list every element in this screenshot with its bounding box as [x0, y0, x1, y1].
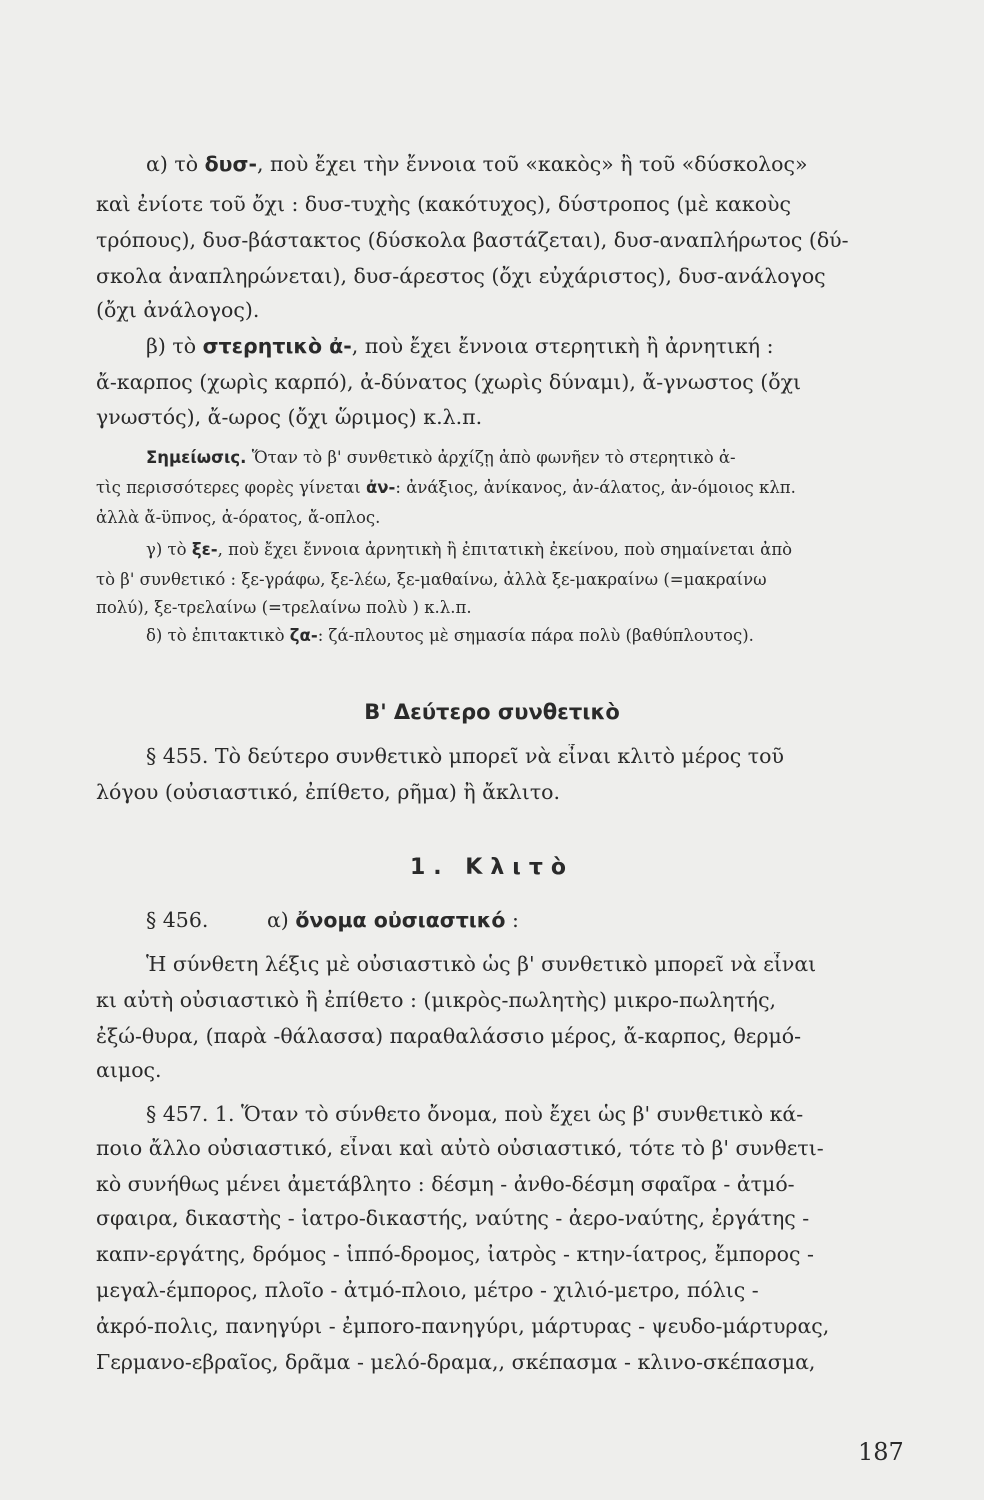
- note-term-an: ἀν-: [365, 478, 396, 497]
- section-g-line-1: [146, 540, 984, 559]
- section-a-line-2: καὶ ἐνίοτε τοῦ ὄχι : δυσ-τυχὴς (κακότυχος), δύστροπος (μὲ κακοὺς: [96, 192, 791, 216]
- para-457-line-7: ἀκρό-πολις, πανηγύρι - ἐμποro-πανηγύρι, μάρτυρας - ψευδο-μάρτυρας,: [96, 1314, 830, 1338]
- section-a-line-1: [146, 152, 984, 176]
- section-g-line-2: τὸ β' συνθετικό : ξε-γράφω, ξε-λέω, ξε-μαθαίνω, ἀλλὰ ξε-μακραίνω (=μακραίνω: [96, 570, 767, 589]
- para-456-label: α): [266, 908, 289, 932]
- section-b-line-2: ἄ-καρπος (χωρὶς καρπό), ἀ-δύνατος (χωρὶς δύναμι), ἄ-γνωστος (ὄχι: [96, 370, 802, 394]
- note-line-3: ἀλλὰ ἄ-ϋπνος, ἀ-όρατος, ἄ-οπλος.: [96, 508, 381, 527]
- para-456-line-1: Ἡ σύνθετη λέξις μὲ οὐσιαστικὸ ὡς β' συνθετικὸ μπορεῖ νὰ εἶναι: [146, 952, 817, 976]
- para-456-line-4: αιμος.: [96, 1058, 162, 1082]
- para-456-colon: :: [505, 908, 519, 932]
- section-b-label: β) τὸ: [146, 334, 197, 358]
- note-text-1: Ὅταν τὸ β' συνθετικὸ ἀρχίζῃ ἀπὸ φωνῆεν τὸ στερητικὸ ἀ-: [246, 448, 736, 467]
- para-457-line-1: § 457. 1. Ὅταν τὸ σύνθετο ὄνομα, ποὺ ἔχει ὡς β' συνθετικὸ κά-: [146, 1102, 804, 1126]
- note-text-3: : ἀνάξιος, ἀνίκανος, ἀν-άλατος, ἀν-όμοιος κλπ.: [395, 478, 796, 497]
- section-a-text-1: , ποὺ ἔχει τὴν ἔννοια τοῦ «κακὸς» ἢ τοῦ «δύσκολος»: [256, 152, 808, 176]
- section-g-text-1: , ποὺ ἔχει ἔννοια ἀρνητικὴ ἢ ἐπιτατικὴ ἐκείνου, ποὺ σημαίνεται ἀπὸ: [217, 540, 793, 559]
- section-heading-second-component: Β' Δεύτερο συνθετικὸ: [364, 700, 620, 724]
- para-456-line-2: κι αὐτὴ οὐσιαστικὸ ἢ ἐπίθετο : (μικρὸς-πωλητὴς) μικρο-πωλητής,: [96, 988, 777, 1012]
- section-a-label: α) τὸ: [146, 152, 199, 176]
- para-456-line-3: ἐξώ-θυρα, (παρὰ -θάλασσα) παραθαλάσσιο μέρος, ἄ-καρπος, θερμό-: [96, 1024, 802, 1048]
- para-456-term: ὄνομα οὐσιαστικό: [295, 908, 506, 932]
- section-g-line-3: πολύ), ξε-τρελαίνω (=τρελαίνω πολὺ ) κ.λ.π.: [96, 598, 472, 617]
- section-b-line-3: γνωστός), ἄ-ωρος (ὄχι ὥριμος) κ.λ.π.: [96, 405, 483, 429]
- page-number: 187: [858, 1438, 904, 1466]
- section-b-text-1: , ποὺ ἔχει ἔννοια στερητικὴ ἢ ἀρνητική :: [351, 334, 774, 358]
- para-457-line-2: ποιο ἄλλο οὐσιαστικό, εἶναι καὶ αὐτὸ οὐσιαστικό, τότε τὸ β' συνθετι-: [96, 1136, 824, 1160]
- para-456-heading: [146, 908, 984, 932]
- section-b-line-1: [146, 334, 984, 358]
- para-455-line-1: § 455. Τὸ δεύτερο συνθετικὸ μπορεῖ νὰ εἶναι κλιτὸ μέρος τοῦ: [146, 744, 784, 768]
- section-b-term: στερητικὸ ἀ-: [202, 334, 352, 358]
- para-457-line-4: σφαιρα, δικαστὴς - ἰατρο-δικαστής, ναύτης - ἀερο-ναύτης, ἐργάτης -: [96, 1206, 810, 1230]
- section-heading-inflected: 1. Κλιτὸ: [409, 855, 575, 880]
- para-457-line-5: καπν-εργάτης, δρόμος - ἱππό-δρομος, ἰατρὸς - κτην-ίατρος, ἔμπορος -: [96, 1242, 814, 1266]
- section-a-line-3: τρόπους), δυσ-βάστακτος (δύσκολα βαστάζεται), δυσ-αναπλήρωτος (δύ-: [96, 228, 849, 252]
- section-d-term: ζα-: [289, 626, 318, 645]
- para-457-line-6: μεγαλ-έμπορος, πλοῖο - ἀτμό-πλοιο, μέτρο - χιλιό-μετρο, πόλις -: [96, 1278, 759, 1302]
- para-455-line-2: λόγου (οὐσιαστικό, ἐπίθετο, ρῆμα) ἢ ἄκλιτο.: [96, 780, 561, 804]
- para-457-line-3: κὸ συνήθως μένει ἀμετάβλητο : δέσμη - ἀνθο-δέσμη σφαῖρα - ἀτμό-: [96, 1172, 795, 1196]
- section-a-line-4: σκολα ἀναπληρώνεται), δυσ-άρεστος (ὄχι εὐχάριστος), δυσ-ανάλογος: [96, 264, 826, 288]
- note-line-1: [146, 448, 984, 467]
- note-text-2: τὶς περισσότερες φορὲς γίνεται: [96, 478, 361, 497]
- section-d-label: δ) τὸ ἐπιτακτικὸ: [146, 626, 285, 645]
- section-a-line-5: (ὄχι ἀνάλογος).: [96, 298, 260, 322]
- para-456-number: § 456.: [146, 908, 209, 932]
- section-g-term: ξε-: [191, 540, 218, 559]
- section-g-label: γ) τὸ: [146, 540, 187, 559]
- note-title: Σημείωσις.: [146, 448, 247, 467]
- section-d-line-1: [146, 626, 984, 645]
- section-a-term: δυσ-: [204, 152, 257, 176]
- section-d-text-1: : ζά-πλουτος μὲ σημασία πάρα πολὺ (βαθύπλουτος).: [317, 626, 754, 645]
- para-457-line-8: Γερμανο-εβραῖος, δρᾶμα - μελό-δραμα,, σκέπασμα - κλινο-σκέπασμα,: [96, 1350, 816, 1374]
- note-line-2: [96, 478, 984, 497]
